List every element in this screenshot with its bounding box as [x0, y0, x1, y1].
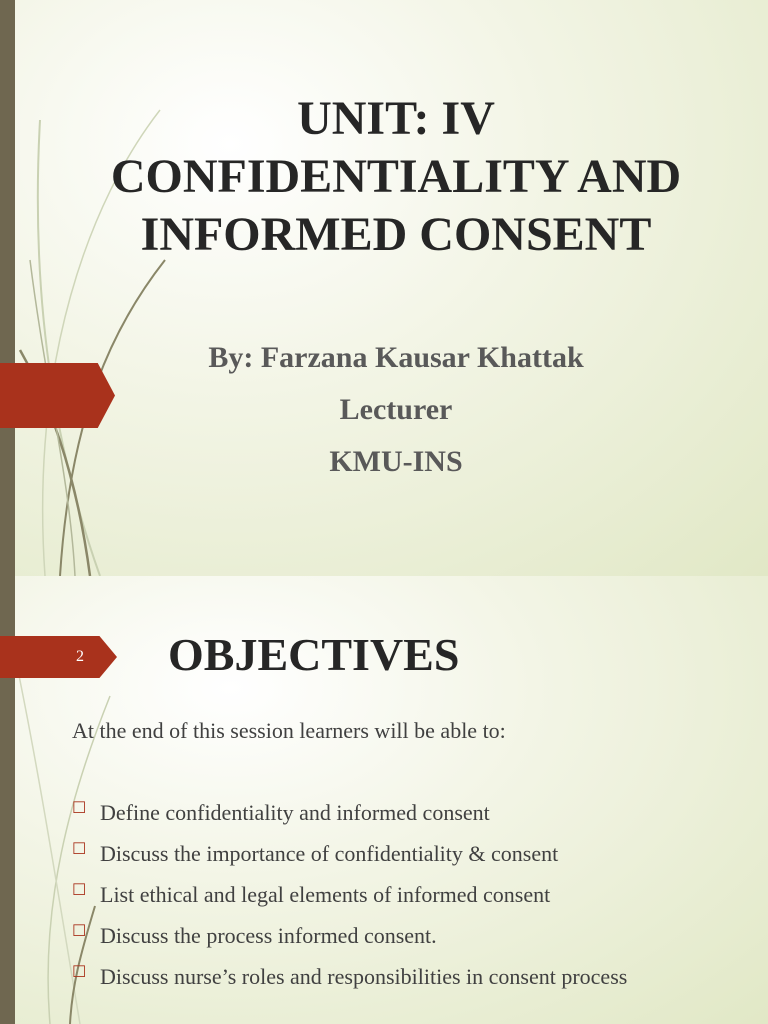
list-item: [72, 921, 627, 962]
title-line: CONFIDENTIALITY AND: [110, 150, 682, 203]
list-item-text: List ethical and legal elements of informed consent: [100, 882, 551, 907]
side-bar: [0, 0, 15, 576]
slide-number-marker: [0, 636, 117, 678]
list-item-text: Define confidentiality and informed consent: [100, 800, 490, 825]
author-line: By: Farzana Kausar Khattak: [208, 341, 584, 374]
list-item-text: Discuss the importance of confidentiality & consent: [100, 841, 559, 866]
list-item: [72, 798, 627, 839]
presenter-info: [60, 332, 732, 488]
list-item-text: Discuss nurse’s roles and responsibilities in consent process: [100, 964, 628, 989]
list-item: [72, 839, 627, 880]
list-item: [72, 962, 627, 1003]
list-item: [72, 880, 627, 921]
checkbox-bullet-icon: ☐: [72, 800, 87, 817]
role-line: Lecturer: [339, 393, 453, 426]
organization-line: KMU-INS: [329, 445, 463, 478]
grass-decoration: [0, 0, 200, 576]
checkbox-bullet-icon: ☐: [72, 964, 87, 981]
list-item-text: Discuss the process informed consent.: [100, 923, 437, 948]
intro-text: At the end of this session learners will be able to:: [72, 718, 506, 743]
objectives-list: [72, 798, 627, 1003]
title-line: UNIT: IV: [297, 92, 495, 145]
slide-title: [60, 90, 732, 264]
checkbox-bullet-icon: ☐: [72, 882, 87, 899]
title-line: INFORMED CONSENT: [140, 208, 652, 261]
slide-number: 2: [76, 648, 84, 665]
objectives-slide: [0, 576, 768, 1024]
checkbox-bullet-icon: ☐: [72, 841, 87, 858]
slide-title: OBJECTIVES: [168, 629, 460, 680]
checkbox-bullet-icon: ☐: [72, 923, 87, 940]
